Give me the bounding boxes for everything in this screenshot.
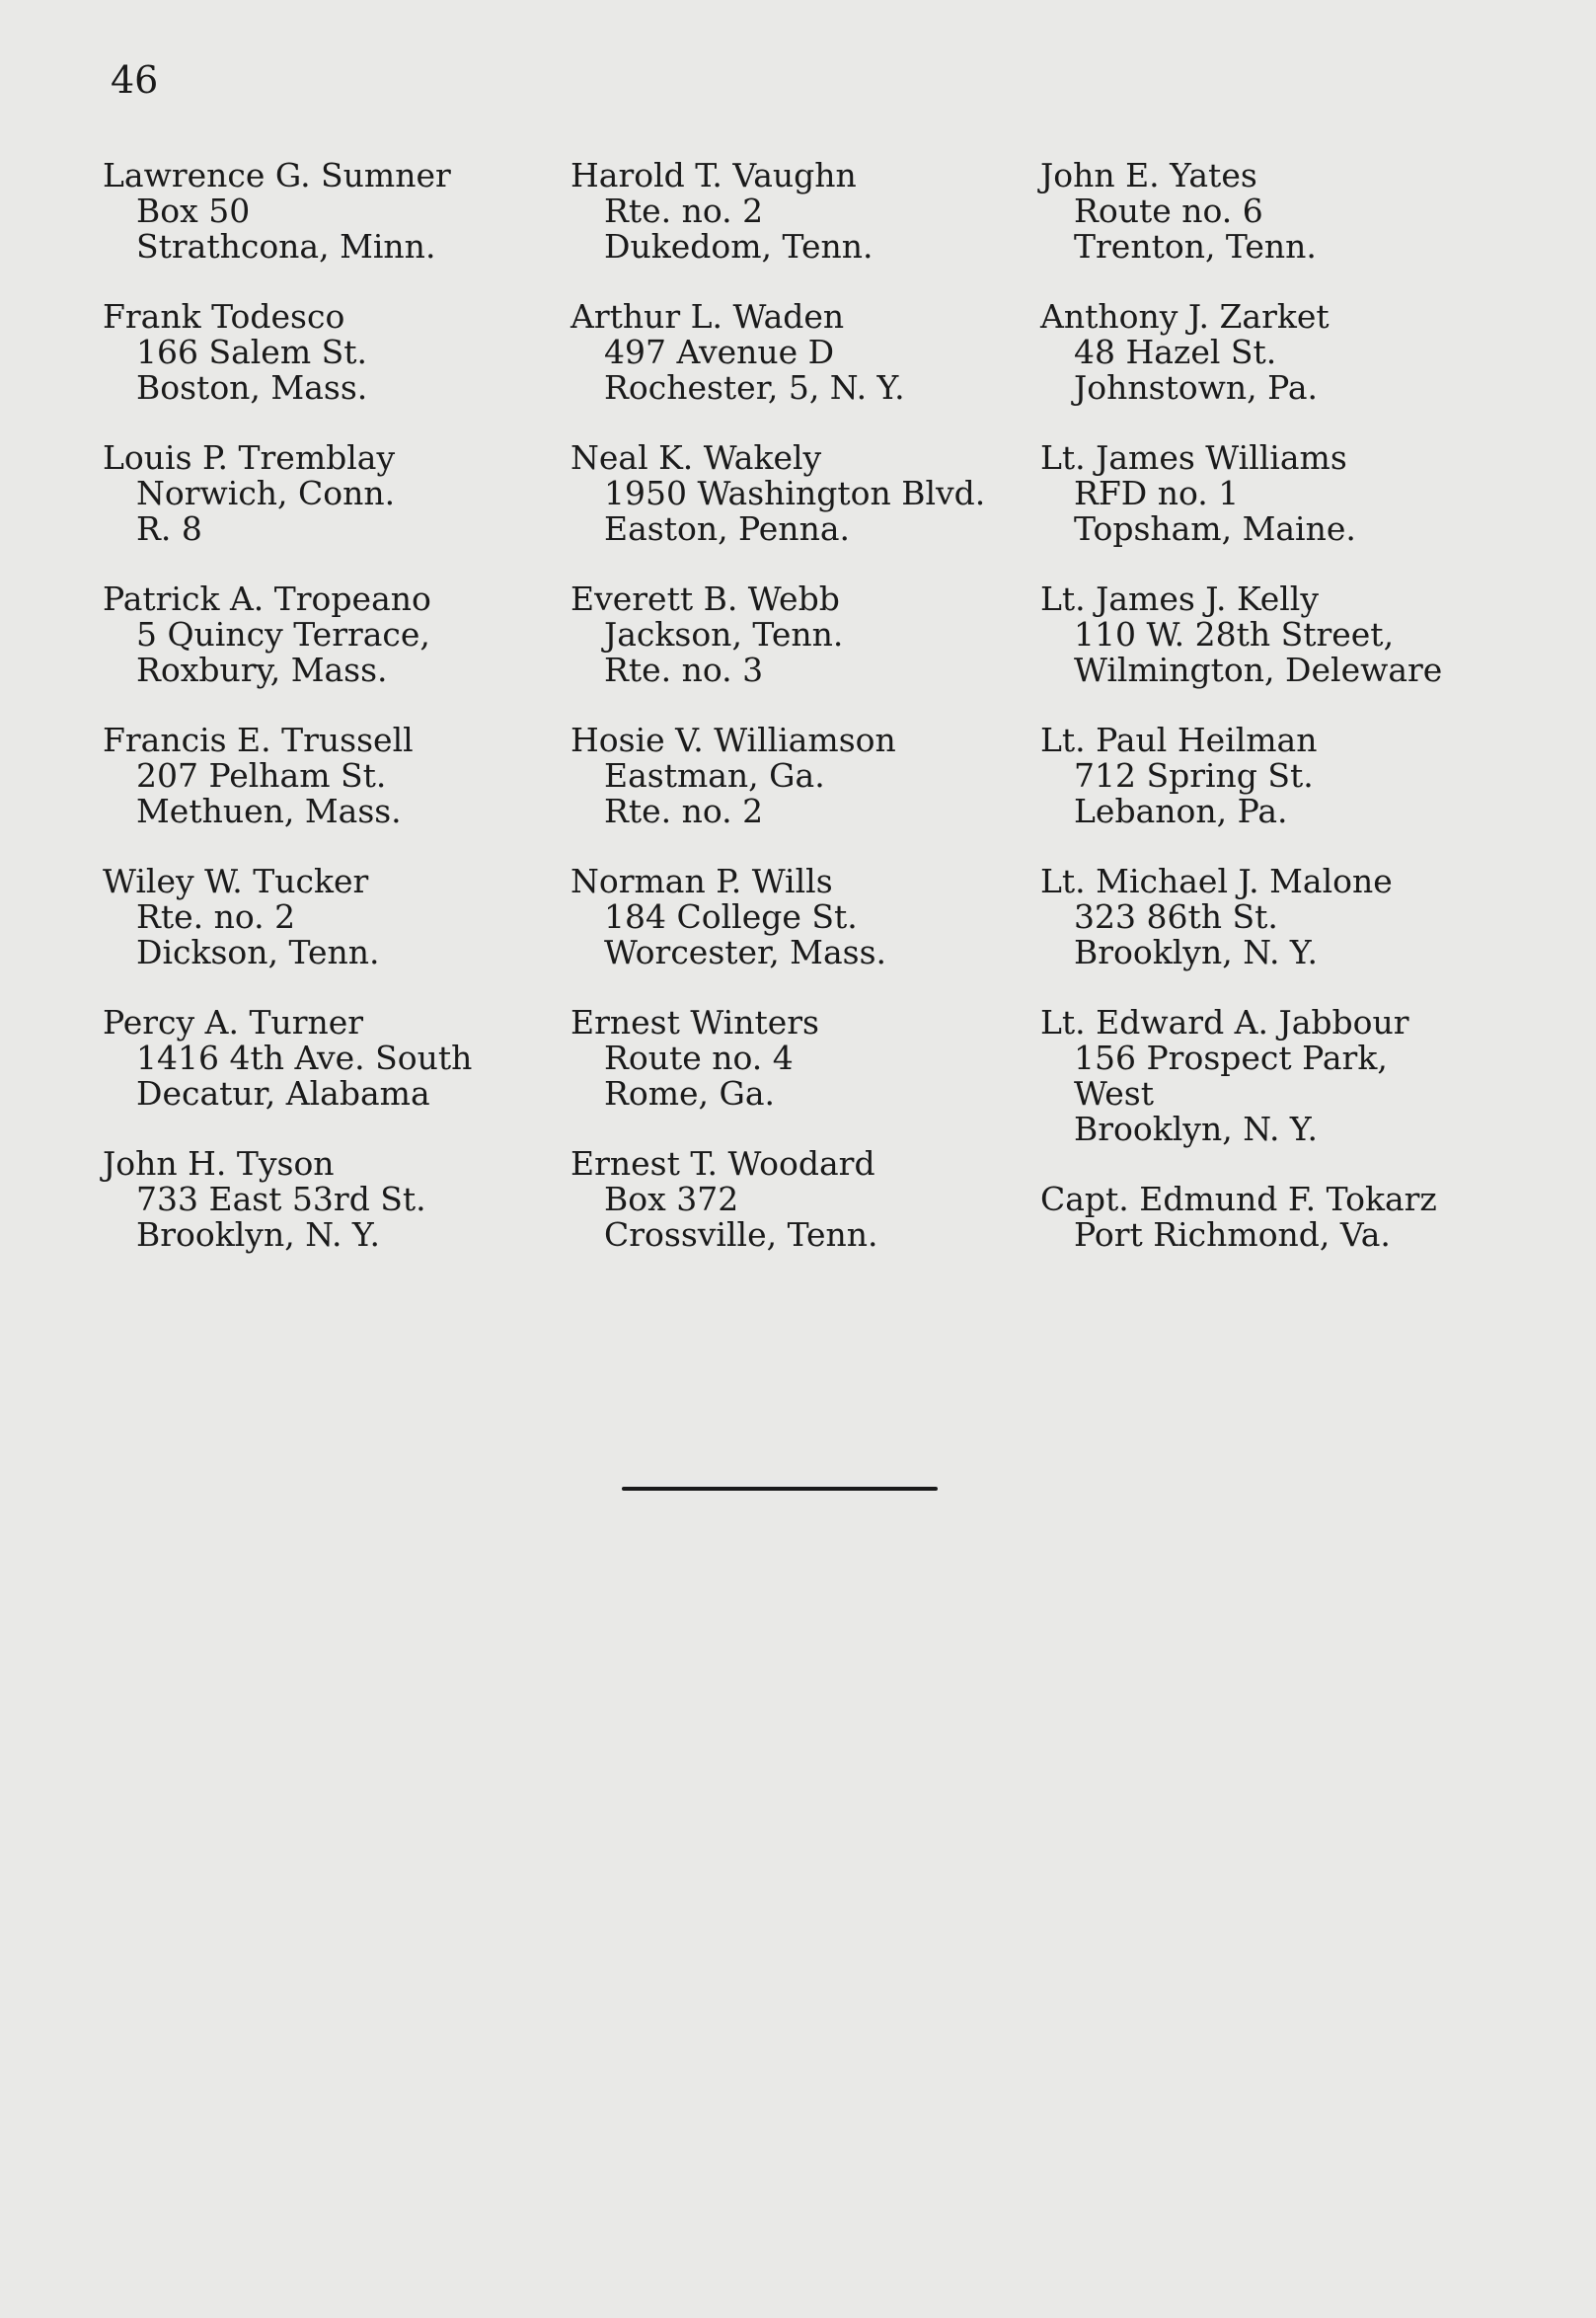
directory-entry — [103, 1146, 576, 1287]
entry-name: Ernest T. Woodard — [570, 1144, 875, 1183]
entry-address-line: 207 Pelham St. — [136, 756, 387, 795]
directory-entry — [570, 581, 1044, 723]
entry-name: Norman P. Wills — [570, 862, 833, 900]
entry-address-line: 156 Prospect Park, — [1074, 1039, 1388, 1077]
entry-address-line: 110 W. 28th Street, — [1074, 615, 1395, 654]
entry-address-line: Box 372 — [604, 1180, 739, 1218]
directory-entry — [570, 440, 1044, 581]
entry-address-line: Brooklyn, N. Y. — [1074, 1110, 1318, 1148]
entry-name: Capt. Edmund F. Tokarz — [1040, 1180, 1437, 1218]
directory-entry — [1040, 440, 1514, 581]
entry-address-line: Rte. no. 2 — [136, 897, 296, 936]
entry-name: Hosie V. Williamson — [570, 721, 896, 759]
entry-address-line: West — [1074, 1074, 1154, 1113]
entry-name: John E. Yates — [1040, 156, 1257, 194]
entry-address-line: 184 College St. — [604, 897, 858, 936]
directory-entry — [103, 1005, 576, 1146]
entry-address-line: Dickson, Tenn. — [136, 933, 380, 971]
directory-entry — [570, 1146, 1044, 1287]
directory-entry — [103, 299, 576, 440]
directory-column-1 — [103, 158, 576, 1287]
entry-address-line: Rochester, 5, N. Y. — [604, 368, 905, 407]
directory-entry — [103, 581, 576, 723]
entry-address-line: Route no. 4 — [604, 1039, 794, 1077]
entry-address-line: Easton, Penna. — [604, 509, 850, 548]
entry-address-line: 1950 Washington Blvd. — [604, 474, 986, 512]
entry-name: John H. Tyson — [103, 1144, 335, 1183]
directory-entry — [570, 158, 1044, 299]
entry-address-line: Eastman, Ga. — [604, 756, 825, 795]
directory-entry — [1040, 1182, 1514, 1323]
entry-address-line: R. 8 — [136, 509, 202, 548]
directory-entry — [570, 299, 1044, 440]
directory-column-2 — [570, 158, 1044, 1287]
entry-address-line: Brooklyn, N. Y. — [1074, 933, 1318, 971]
entry-name: Everett B. Webb — [570, 580, 840, 618]
entry-address-line: Worcester, Mass. — [604, 933, 887, 971]
entry-address-line: 323 86th St. — [1074, 897, 1278, 936]
entry-address-line: Route no. 6 — [1074, 192, 1263, 230]
entry-name: Patrick A. Tropeano — [103, 580, 431, 618]
entry-address-line: Crossville, Tenn. — [604, 1215, 878, 1254]
directory-entry — [1040, 158, 1514, 299]
directory-entry — [1040, 864, 1514, 1005]
entry-name: Neal K. Wakely — [570, 438, 822, 477]
entry-name: Ernest Winters — [570, 1003, 819, 1042]
entry-address-line: 497 Avenue D — [604, 333, 835, 371]
entry-name: Frank Todesco — [103, 297, 345, 336]
entry-name: Francis E. Trussell — [103, 721, 414, 759]
page-number: 46 — [111, 58, 159, 102]
entry-name: Louis P. Tremblay — [103, 438, 396, 477]
directory-entry — [1040, 723, 1514, 864]
entry-address-line: 733 East 53rd St. — [136, 1180, 426, 1218]
directory-entry — [103, 864, 576, 1005]
directory-entry — [570, 864, 1044, 1005]
entry-address-line: Rome, Ga. — [604, 1074, 776, 1113]
entry-address-line: Rte. no. 2 — [604, 792, 764, 830]
entry-name: Harold T. Vaughn — [570, 156, 857, 194]
entry-address-line: Trenton, Tenn. — [1074, 227, 1317, 266]
directory-entry — [1040, 299, 1514, 440]
entry-address-line: Wilmington, Deleware — [1074, 651, 1443, 689]
entry-name: Lt. James J. Kelly — [1040, 580, 1319, 618]
entry-address-line: Brooklyn, N. Y. — [136, 1215, 380, 1254]
directory-entry — [1040, 1005, 1514, 1182]
entry-name: Percy A. Turner — [103, 1003, 364, 1042]
directory-entry — [103, 440, 576, 581]
entry-address-line: Rte. no. 3 — [604, 651, 764, 689]
entry-address-line: Topsham, Maine. — [1074, 509, 1356, 548]
entry-address-line: Port Richmond, Va. — [1074, 1215, 1391, 1254]
entry-address-line: Decatur, Alabama — [136, 1074, 430, 1113]
entry-address-line: Rte. no. 2 — [604, 192, 764, 230]
entry-address-line: 166 Salem St. — [136, 333, 367, 371]
entry-address-line: Box 50 — [136, 192, 251, 230]
directory-column-3 — [1040, 158, 1514, 1323]
entry-address-line: Lebanon, Pa. — [1074, 792, 1288, 830]
entry-address-line: 5 Quincy Terrace, — [136, 615, 430, 654]
entry-address-line: Johnstown, Pa. — [1074, 368, 1319, 407]
section-end-rule — [622, 1487, 938, 1491]
entry-address-line: Norwich, Conn. — [136, 474, 396, 512]
entry-address-line: RFD no. 1 — [1074, 474, 1240, 512]
entry-name: Lt. Edward A. Jabbour — [1040, 1003, 1409, 1042]
entry-name: Arthur L. Waden — [570, 297, 845, 336]
directory-entry — [570, 1005, 1044, 1146]
entry-name: Lt. Paul Heilman — [1040, 721, 1318, 759]
entry-address-line: Strathcona, Minn. — [136, 227, 436, 266]
entry-address-line: 48 Hazel St. — [1074, 333, 1277, 371]
entry-address-line: 712 Spring St. — [1074, 756, 1314, 795]
entry-name: Anthony J. Zarket — [1040, 297, 1330, 336]
entry-address-line: Boston, Mass. — [136, 368, 368, 407]
directory-entry — [103, 158, 576, 299]
entry-address-line: Jackson, Tenn. — [604, 615, 844, 654]
entry-address-line: 1416 4th Ave. South — [136, 1039, 473, 1077]
entry-name: Lt. Michael J. Malone — [1040, 862, 1393, 900]
entry-name: Lawrence G. Sumner — [103, 156, 451, 194]
directory-entry — [570, 723, 1044, 864]
directory-entry — [1040, 581, 1514, 723]
entry-address-line: Dukedom, Tenn. — [604, 227, 874, 266]
entry-name: Lt. James Williams — [1040, 438, 1347, 477]
entry-address-line: Roxbury, Mass. — [136, 651, 388, 689]
directory-entry — [103, 723, 576, 864]
entry-address-line: Methuen, Mass. — [136, 792, 402, 830]
entry-name: Wiley W. Tucker — [103, 862, 369, 900]
